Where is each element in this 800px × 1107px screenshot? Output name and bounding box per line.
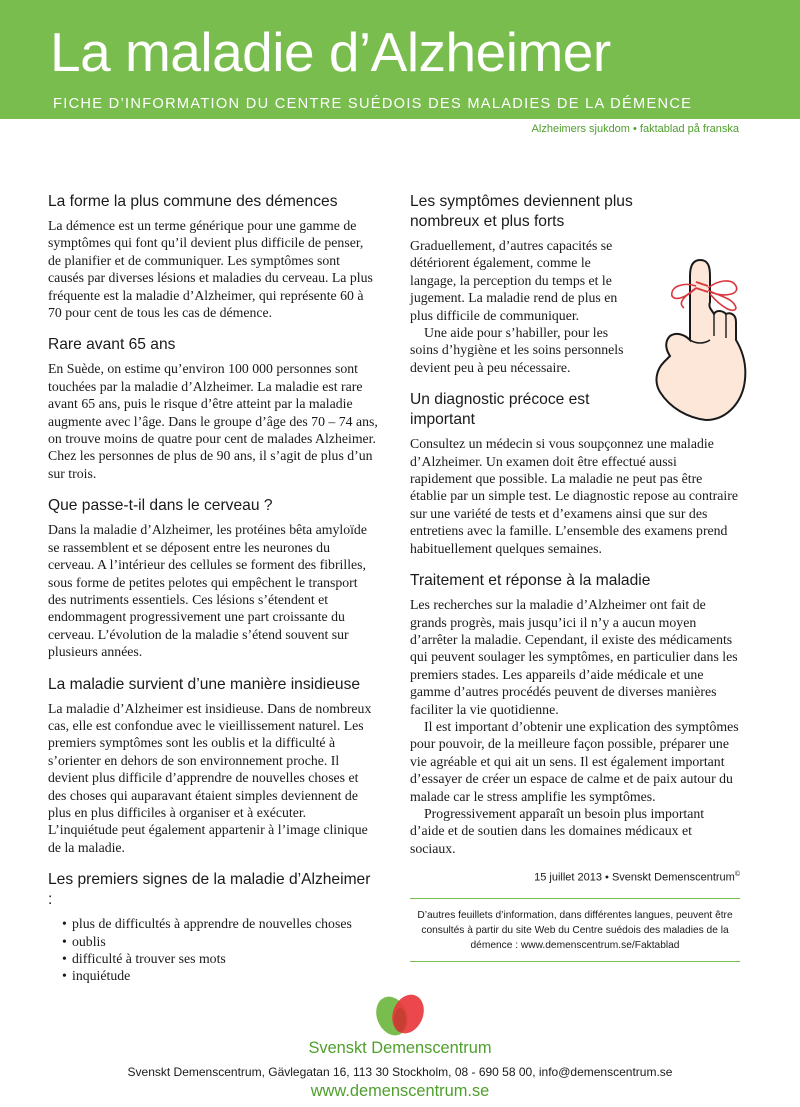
section-heading: Les premiers signes de la maladie d’Alzheimer : [48,871,371,909]
section-paragraph: Les recherches sur la maladie d’Alzheimer ont fait de grands progrès, mais jusqu’ici il n’y a aucun moyen d’arrêter la maladie. Cependant, il existe des médicaments qui peuvent soulager les symptômes, en particulier dans les premiers stades. Les appareils d’aide médicale et une gamme d’autres procédés peuvent de diverses manières faciliter la vie quotidienne. [410,597,738,717]
list-item: • oublis [62,933,378,950]
list-item: • difficulté à trouver ses mots [62,950,378,967]
section-paragraph: Graduellement, d’autres capacités se détériorent également, comme le langage, la perception du temps et le jugement. La maladie rend de plus en plus difficile de communiquer. [410,238,618,323]
publication-date [410,871,740,884]
section-heading: La forme la plus commune des démences [48,193,338,210]
section-rare-before-65 [48,335,378,482]
section-paragraph [410,435,740,557]
section-heading: Les symptômes deviennent plus nombreux et plus forts [410,193,633,230]
list-item: • plus de difficultés à apprendre de nouvelles choses [62,915,378,932]
section-paragraph: La démence est un terme générique pour une gamme de symptômes qui font qu’il devient plus difficile de penser, de planifier et de communiquer. Les symptômes sont causés par diverses lésions et maladies du cerveau. La plus fréquente est la maladie d’Alzheimer, qui représente 60 à 70 pour cent de tous les cas de démence. [48,218,373,321]
heart-logo-icon [374,992,426,1038]
section-heading: Rare avant 65 ans [48,336,176,354]
diagnosis-text-rest: Un examen doit être effectué aussi rapidement que possible. La maladie ne peut pas être établie par un simple test. Le diagnostic repose au contraire sur une variété de tests et d’examens ainsi que sur des entretiens avec la famille. L’ensemble des examens prend habituellement quelques semaines. [410,453,738,556]
contact-address: Svenskt Demenscentrum, Gävlegatan 16, 113 30 Stockholm, 08 - 690 58 00, info@demenscentrum.se [127,1065,673,1079]
organization-name: Svenskt Demenscentrum [308,1039,492,1057]
language-tagline: Alzheimers sjukdom • faktablad på franska [531,123,739,135]
website-link[interactable]: www.demenscentrum.se [310,1082,490,1100]
copyright-mark: © [734,871,740,879]
header-banner [0,0,800,119]
section-first-signs [48,870,378,985]
list-item: • inquiétude [62,967,378,984]
section-treatment [410,571,740,857]
left-column [48,192,378,999]
section-heading: Traitement et réponse à la maladie [410,572,651,590]
section-paragraph: La maladie d’Alzheimer est insidieuse. Dans de nombreux cas, elle est confondue avec le vieillissement naturel. Les premiers symptômes sont les oublis et la difficulté à s’orienter en dehors de son environnement proche. Il devient plus difficile d’apprendre de nouvelles choses et des choses qui auparavant étaient simples deviennent de plus en plus difficiles à organiser et à exécuter. L’inquiétude peut également appartenir à l’image clinique de la maladie. [48,700,372,855]
section-paragraph: Dans la maladie d’Alzheimer, les protéines bêta amyloïde se rassemblent et se déposent entre les neurones du cerveau. A l’intérieur des cellules se forment des fibrilles, sous forme de petites pelotes qui empêchent le transport des nutriments essentiels. Ces lésions s’étendent et endommagent progressivement une part croissante du cerveau. L’évolution de la maladie s’étend souvent sur plusieurs années. [48,522,367,660]
section-paragraph: En Suède, on estime qu’environ 100 000 personnes sont touchées par la maladie d’Alzheimer. La maladie est rare avant 65 ans, puis le risque d’être atteint par la maladie augmente avec l’âge. Dans le groupe d’âge des 70 – 74 ans, on trouve moins de quatre pour cent de malades Alzheimer. Chez les personnes de plus de 90 ans, il s’agit de plus d’un sur trois. [48,361,378,481]
section-paragraph: Il est important d’obtenir une explication des symptômes pour pouvoir, de la meilleure façon possible, préparer une vie agréable et qui ait un sens. Il est également important d’essayer de créer un espace de calme et de paix autour du malade car le stress amplifie les symptômes. [410,718,739,804]
section-early-diagnosis [410,390,740,557]
section-brain [48,496,378,660]
date-text: 15 juillet 2013 • Svenskt Demenscentrum [534,871,735,884]
section-common-form [48,192,378,321]
section-paragraph: Progressivement apparaît un besoin plus important d’aide et de soutien dans les domaines médicaux et sociaux. [410,805,705,856]
signs-list [62,915,378,985]
section-insidious [48,675,378,857]
section-symptoms [410,192,740,376]
section-heading: La maladie survient d’une manière insidieuse [48,675,361,693]
section-heading: Un diagnostic précoce est important [410,391,590,429]
diagnosis-text-start: Consultez un médecin si vous soupçonnez une maladie d’Alzheimer. [410,436,714,469]
right-column [410,192,740,962]
section-paragraph: Une aide pour s’habiller, pour les soins d’hygiène et les soins personnels devient peu à peu nécessaire. [410,325,624,375]
page-subtitle: FICHE D’INFORMATION DU CENTRE SUÉDOIS DES MALADIES DE LA DÉMENCE [53,96,693,112]
info-box: D’autres feuillets d’information, dans différentes langues, peuvent être consultés à partir du site Web du Centre suédois des maladies de la démence : www.demenscentrum.se/Faktablad [410,898,740,962]
page-title: La maladie d’Alzheimer [50,21,611,83]
section-heading: Que passe-t-il dans le cerveau ? [48,497,273,515]
